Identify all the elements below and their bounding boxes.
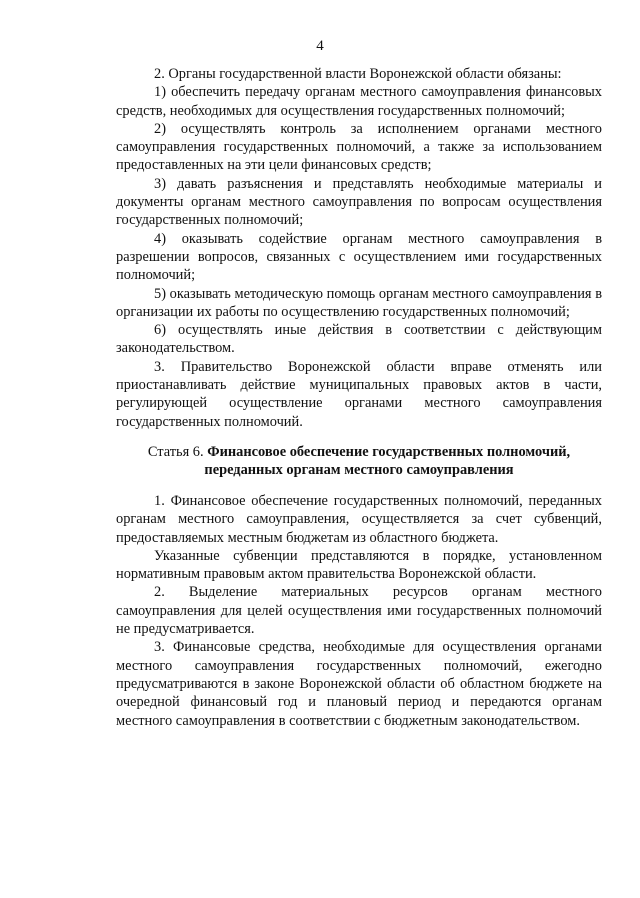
document-body: [116, 65, 602, 730]
article-title-part-2: переданных органам местного самоуправления: [204, 462, 514, 479]
paragraph-obligation-4: 4) оказывать содействие органам местного самоуправления в разрешении вопросов, связанных с осуществлением ими государственных полномочий;: [116, 230, 602, 284]
article-heading: [116, 443, 602, 480]
paragraph-obligation-6: 6) осуществлять иные действия в соответствии с действующим законодательством.: [116, 322, 602, 357]
paragraph-obligation-2: 2) осуществлять контроль за исполнением органами местного самоуправления государственных полномочий, а также за использованием предоставленных на эти цели финансовых средств;: [116, 120, 602, 174]
article-title-part-1: Финансовое обеспечение государственных полномочий,: [207, 443, 571, 460]
page-number: 4: [316, 38, 324, 54]
paragraph-article6-1: 1. Финансовое обеспечение государственных полномочий, переданных органам местного самоуправления, осуществляется за счет субвенций, предоставляемых местным бюджетам из областного бюджета.: [116, 492, 602, 546]
article-label: Статья 6.: [147, 443, 204, 460]
paragraph-obligation-1: 1) обеспечить передачу органам местного самоуправления финансовых средств, необходимых для осуществления государственных полномочий;: [116, 84, 602, 119]
paragraph-article6-2: 2. Выделение материальных ресурсов органам местного самоуправления для целей осуществления ими государственных полномочий не предусматривается.: [116, 584, 602, 638]
paragraph-obligation-3: 3) давать разъяснения и представлять необходимые материалы и документы органам местного самоуправления по вопросам осуществления государственных полномочий;: [116, 175, 602, 229]
paragraph-article6-3: 3. Финансовые средства, необходимые для осуществления органами местного самоуправления государственных полномочий, ежегодно предусматриваются в законе Воронежской области об областном бюджете на очередной финансовый год и плановый период и передаются органам местного самоуправления в соответствии с бюджетным законодательством.: [116, 639, 602, 729]
paragraph-obligations-intro: 2. Органы государственной власти Воронежской области обязаны:: [154, 66, 562, 82]
paragraph-article6-subventions: Указанные субвенции представляются в порядке, установленном нормативным правовым актом правительства Воронежской области.: [116, 547, 602, 583]
article-heading-line-1: [116, 443, 602, 462]
paragraph-obligation-5: 5) оказывать методическую помощь органам местного самоуправления в организации их работы по осуществлению государственных полномочий;: [116, 285, 602, 320]
paragraph-government-rights: 3. Правительство Воронежской области вправе отменять или приостанавливать действие муниципальных правовых актов в части, регулирующей осуществление органами местного самоуправления государственных полномочий.: [116, 358, 602, 430]
